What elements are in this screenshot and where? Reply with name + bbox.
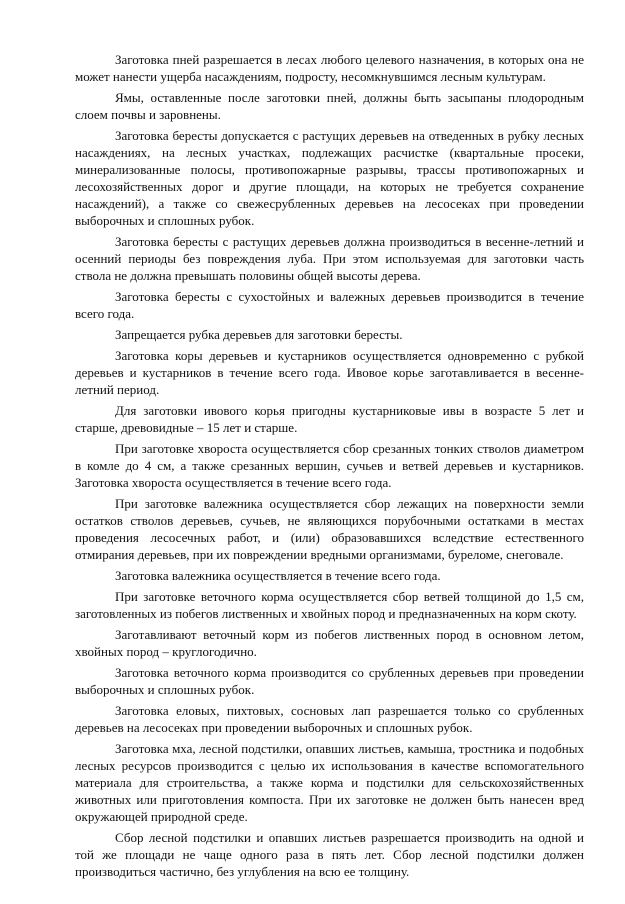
paragraph-bark-harvesting: Заготовка коры деревьев и кустарников осуществляется одновременно с рубкой деревьев и кустарников в течение всего года. Ивовое корье заготавливается в весенне-летний период.	[75, 348, 584, 397]
paragraph-branch-fodder-source: Заготовка веточного корма производится со срубленных деревьев при проведении выборочных и сплошных рубок.	[75, 665, 584, 697]
paragraph-birch-bark-allowed: Заготовка бересты допускается с растущих деревьев на отведенных в рубку лесных насаждениях, на лесных участках, подлежащих расчистке (квартальные просеки, минерализованные полосы, противопожарные разрывы, трассы противопожарных и лесохозяйственных дорог и другие площади, на которых не требуется сохранение насаждений), а также со свежесрубленных деревьев на лесосеках при проведении выборочных и сплошных рубок.	[75, 128, 584, 228]
paragraph-brushwood: При заготовке хвороста осуществляется сбор срезанных тонких стволов диаметром в комле до 4 см, а также срезанных вершин, сучьев и ветвей деревьев и кустарников. Заготовка хвороста осуществляется в течение всего года.	[75, 441, 584, 490]
paragraph-deadfall-season: Заготовка валежника осуществляется в течение всего года.	[115, 568, 441, 583]
paragraph-deadfall-definition: При заготовке валежника осуществляется сбор лежащих на поверхности земли остатков стволов деревьев, сучьев, не являющихся порубочными остатками в местах проведения лесосечных работ, и (или) образовавшихся вследствие естественного отмирания деревьев, при их повреждении вредными организмами, буреломе, снеговале.	[75, 496, 584, 562]
paragraph-conifer-branches: Заготовка еловых, пихтовых, сосновых лап разрешается только со срубленных деревьев на лесосеках при проведении выборочных и сплошных рубок.	[75, 703, 584, 735]
paragraph-branch-fodder-season: Заготавливают веточный корм из побегов лиственных пород в основном летом, хвойных пород – круглогодично.	[75, 627, 584, 659]
paragraph-branch-fodder: При заготовке веточного корма осуществляется сбор ветвей толщиной до 1,5 см, заготовленных из побегов лиственных и хвойных пород и предназначенных на корм скоту.	[75, 589, 584, 621]
paragraph-litter-collection: Сбор лесной подстилки и опавших листьев разрешается производить на одной и той же площади не чаще одного раза в пять лет. Сбор лесной подстилки должен производиться частично, без углубления на всю ее толщину.	[75, 830, 584, 879]
paragraph-birch-bark-prohibition: Запрещается рубка деревьев для заготовки бересты.	[115, 327, 403, 342]
paragraph-willow-bark: Для заготовки ивового корья пригодны кустарниковые ивы в возрасте 5 лет и старше, древовидные – 15 лет и старше.	[75, 403, 584, 435]
paragraph-moss-litter: Заготовка мха, лесной подстилки, опавших листьев, камыша, тростника и подобных лесных ресурсов производится с целью их использования в качестве вспомогательного материала для строительства, а также корма и подстилки для сельскохозяйственных животных или приготовления компоста. При их заготовке не должен быть нанесен вред окружающей природной среде.	[75, 741, 584, 824]
paragraph-stump-harvesting: Заготовка пней разрешается в лесах любого целевого назначения, в которых она не может нанести ущерба насаждениям, подросту, несомкнувшимся лесным культурам.	[75, 52, 584, 84]
paragraph-birch-bark-deadwood: Заготовка бересты с сухостойных и валежных деревьев производится в течение всего года.	[75, 289, 584, 321]
paragraph-stump-pits: Ямы, оставленные после заготовки пней, должны быть засыпаны плодородным слоем почвы и заровнены.	[75, 90, 584, 122]
paragraph-birch-bark-season: Заготовка бересты с растущих деревьев должна производиться в весенне-летний и осенний периоды без повреждения луба. При этом используемая для заготовки часть ствола не должна превышать половины общей высоты дерева.	[75, 234, 584, 283]
